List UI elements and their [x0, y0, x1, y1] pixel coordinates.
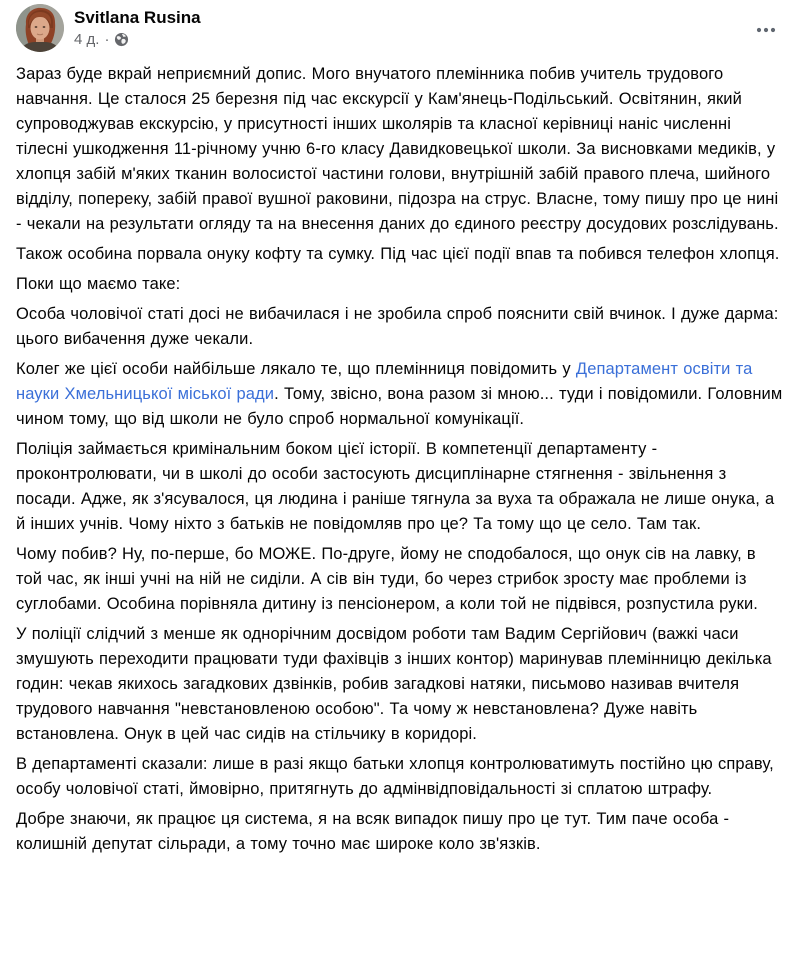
- more-options-button[interactable]: [748, 12, 784, 48]
- avatar-photo-icon: [16, 4, 64, 52]
- paragraph-text: Колег же цієї особи найбільше лякало те, що племінниця повідомить у: [16, 360, 576, 378]
- author-block: [74, 4, 201, 47]
- post-paragraph-1: Зараз буде вкрай неприємний допис. Мого внучатого племінника побив учитель трудового навчання. Це сталося 25 березня під час екскурсії у Кам'янець-Подільський. Освітянин, який супроводжував екскурсію, у присутності інших школярів та класної керівниці наніс численні тілесні ушкодження 11-річному учню 6-го класу Давидковецької школи. За висновками медиків, у хлопця забій м'яких тканин волосистої частини голови, внутрішній забій правого плеча, шийного відділу, попереку, забій правої вушної раковини, підозра на струс. Власне, тому пишу про це нині - чекали на результати огляду та на внесення даних до єдиного реєстру досудових розслідувань.: [16, 65, 779, 233]
- post-paragraph-2: Також особина порвала онуку кофту та сумку. Під час цієї події впав та побився телефон хлопця.: [16, 245, 780, 263]
- post-paragraph-3: Поки що маємо таке:: [16, 275, 181, 293]
- author-name[interactable]: Svitlana Rusina: [74, 8, 201, 27]
- avatar[interactable]: [16, 4, 64, 52]
- department-link[interactable]: Департамент освіти та науки Хмельницької міської ради: [16, 360, 753, 403]
- post-paragraph-10: Добре знаючи, як працює ця система, я на всяк випадок пишу про це тут. Тим паче особа - колишній депутат сільради, а тому точно має широке коло зв'язків.: [16, 810, 730, 853]
- post-paragraph-6: Поліція займається кримінальним боком цієї історії. В компетенції департаменту - проконтролювати, чи в школі до особи застосують дисциплінарне стягнення - звільнення з посади. Адже, як з'ясувалося, ця людина і раніше тягнула за вуха та ображала не лише онука, а й інших учнів. Чому ніхто з батьків не повідомляв про це? Та тому що це село. Там так.: [16, 440, 775, 533]
- post-paragraph-7: Чому побив? Ну, по-перше, бо МОЖЕ. По-друге, йому не сподобалося, що онук сів на лавку, в той час, як інші учні на ній не сиділи. А сів він туди, бо через стрибок зросту має проблеми із суглобами. Особина порівняла дитину із пенсіонером, а коли той не підвівся, розпустила руки.: [16, 545, 758, 613]
- paragraph-text: . Тому, звісно, вона разом зі мною... туди і повідомили. Головним чином тому, що від школи не було спроб нормальної комунікації.: [16, 385, 783, 428]
- post-body: [16, 62, 784, 857]
- post-paragraph-8: У поліції слідчий з менше як однорічним досвідом роботи там Вадим Сергійович (важкі часи змушують переходити працювати туди фахівців з інших контор) маринував племінницю декілька годин: чекав якихось загадкових дзвінків, робив загадкові натяки, письмово називав вчителя трудового навчання "невстановленою особою". Та чому ж невстановлена? Дуже навіть встановлена. Онук в цей час сидів на стільчику в коридорі.: [16, 625, 772, 743]
- post-paragraph-9: В департаменті сказали: лише в разі якщо батьки хлопця контролюватимуть постійно цю справу, особу чоловічої статі, ймовірно, притягнуть до адмінвідповідальності зі сплатою штрафу.: [16, 755, 774, 798]
- post-meta: [74, 32, 201, 47]
- post-paragraph-4: Особа чоловічої статі досі не вибачилася і не зробила спроб пояснити свій вчинок. І дуже дарма: цього вибачення дуже чекали.: [16, 305, 779, 348]
- post-paragraph-5: [16, 357, 784, 432]
- meta-separator: ·: [104, 31, 110, 49]
- timestamp[interactable]: 4 д.: [74, 31, 100, 49]
- ellipsis-icon: [755, 19, 777, 41]
- globe-privacy-icon: [114, 32, 129, 47]
- post-header: [16, 4, 784, 62]
